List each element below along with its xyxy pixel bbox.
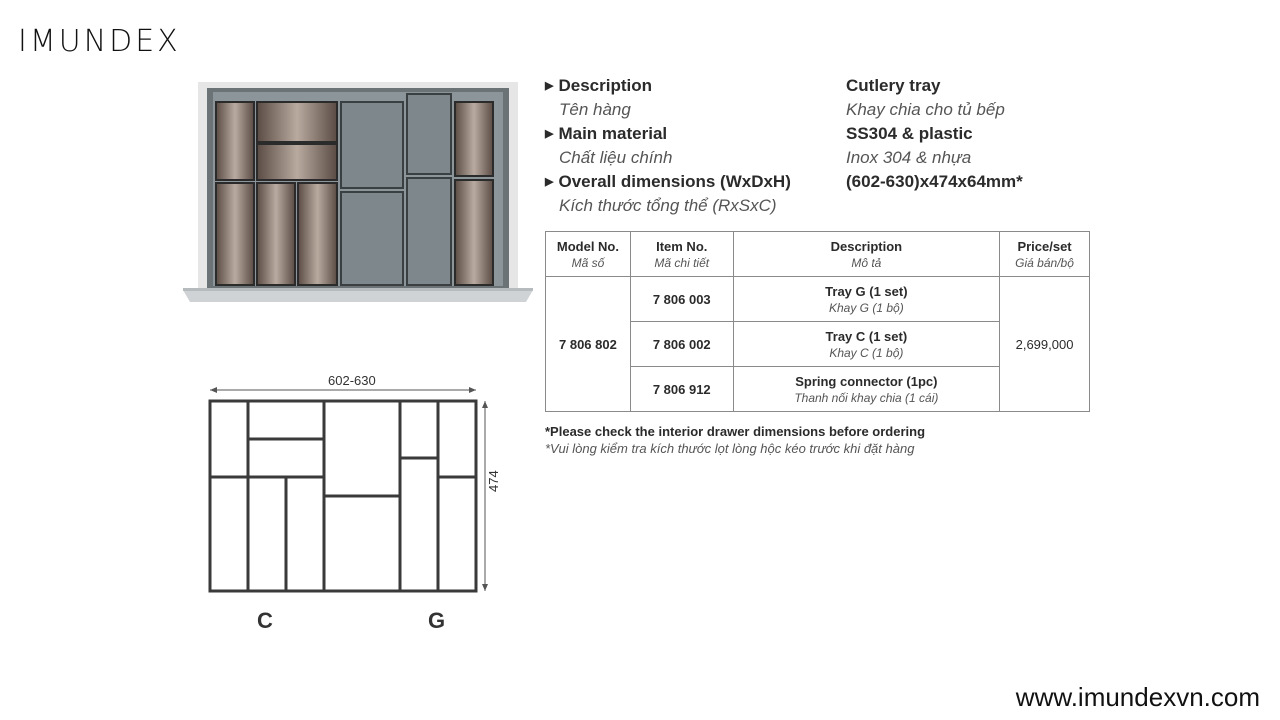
description-cell: Tray C (1 set) Khay C (1 bộ) bbox=[733, 322, 999, 367]
tray-g-label: G bbox=[428, 608, 446, 633]
tray-c-label: C bbox=[257, 608, 273, 633]
spec-material: ▶ Main material SS304 & plastic bbox=[545, 124, 973, 143]
price-table bbox=[545, 231, 1090, 412]
header-price: Price/set Giá bán/bộ bbox=[1000, 232, 1090, 277]
spec-description-vi: Tên hàng Khay chia cho tủ bếp bbox=[559, 100, 1005, 119]
bullet-arrow-icon: ▶ bbox=[545, 176, 554, 188]
layout-drawing bbox=[200, 368, 520, 640]
spec-list bbox=[545, 76, 1105, 220]
spec-material-vi: Chất liệu chính Inox 304 & nhựa bbox=[559, 148, 972, 167]
model-no-cell: 7 806 802 bbox=[546, 277, 631, 412]
spec-description: ▶ Description Cutlery tray bbox=[545, 76, 941, 95]
bullet-arrow-icon: ▶ bbox=[545, 80, 554, 92]
brand-logo: IMUNDEX bbox=[18, 24, 181, 59]
website-link[interactable]: www.imundexvn.com bbox=[1015, 682, 1260, 712]
header-model-no: Model No. Mã số bbox=[546, 232, 631, 277]
description-cell: Tray G (1 set) Khay G (1 bộ) bbox=[733, 277, 999, 322]
width-dimension-label: 602-630 bbox=[328, 373, 376, 388]
price-cell: 2,699,000 bbox=[1000, 277, 1090, 412]
table-row bbox=[546, 277, 1090, 322]
product-photo bbox=[183, 80, 533, 304]
spec-dimensions: ▶ Overall dimensions (WxDxH) (602-630)x474x64mm* bbox=[545, 172, 1023, 191]
note-english: *Please check the interior drawer dimensions before ordering bbox=[545, 424, 926, 439]
spec-dimensions-vi: Kích thước tổng thể (RxSxC) bbox=[559, 196, 777, 215]
header-description: Description Mô tả bbox=[733, 232, 999, 277]
ordering-note bbox=[545, 424, 925, 456]
header-item-no: Item No. Mã chi tiết bbox=[630, 232, 733, 277]
bullet-arrow-icon: ▶ bbox=[545, 128, 554, 140]
depth-dimension-label: 474 bbox=[486, 470, 501, 492]
item-no-cell: 7 806 003 bbox=[630, 277, 733, 322]
item-no-cell: 7 806 002 bbox=[630, 322, 733, 367]
table-header-row bbox=[546, 232, 1090, 277]
note-vietnamese: *Vui lòng kiểm tra kích thước lọt lòng hộc kéo trước khi đặt hàng bbox=[545, 441, 915, 456]
item-no-cell: 7 806 912 bbox=[630, 367, 733, 412]
description-cell: Spring connector (1pc) Thanh nối khay chia (1 cái) bbox=[733, 367, 999, 412]
